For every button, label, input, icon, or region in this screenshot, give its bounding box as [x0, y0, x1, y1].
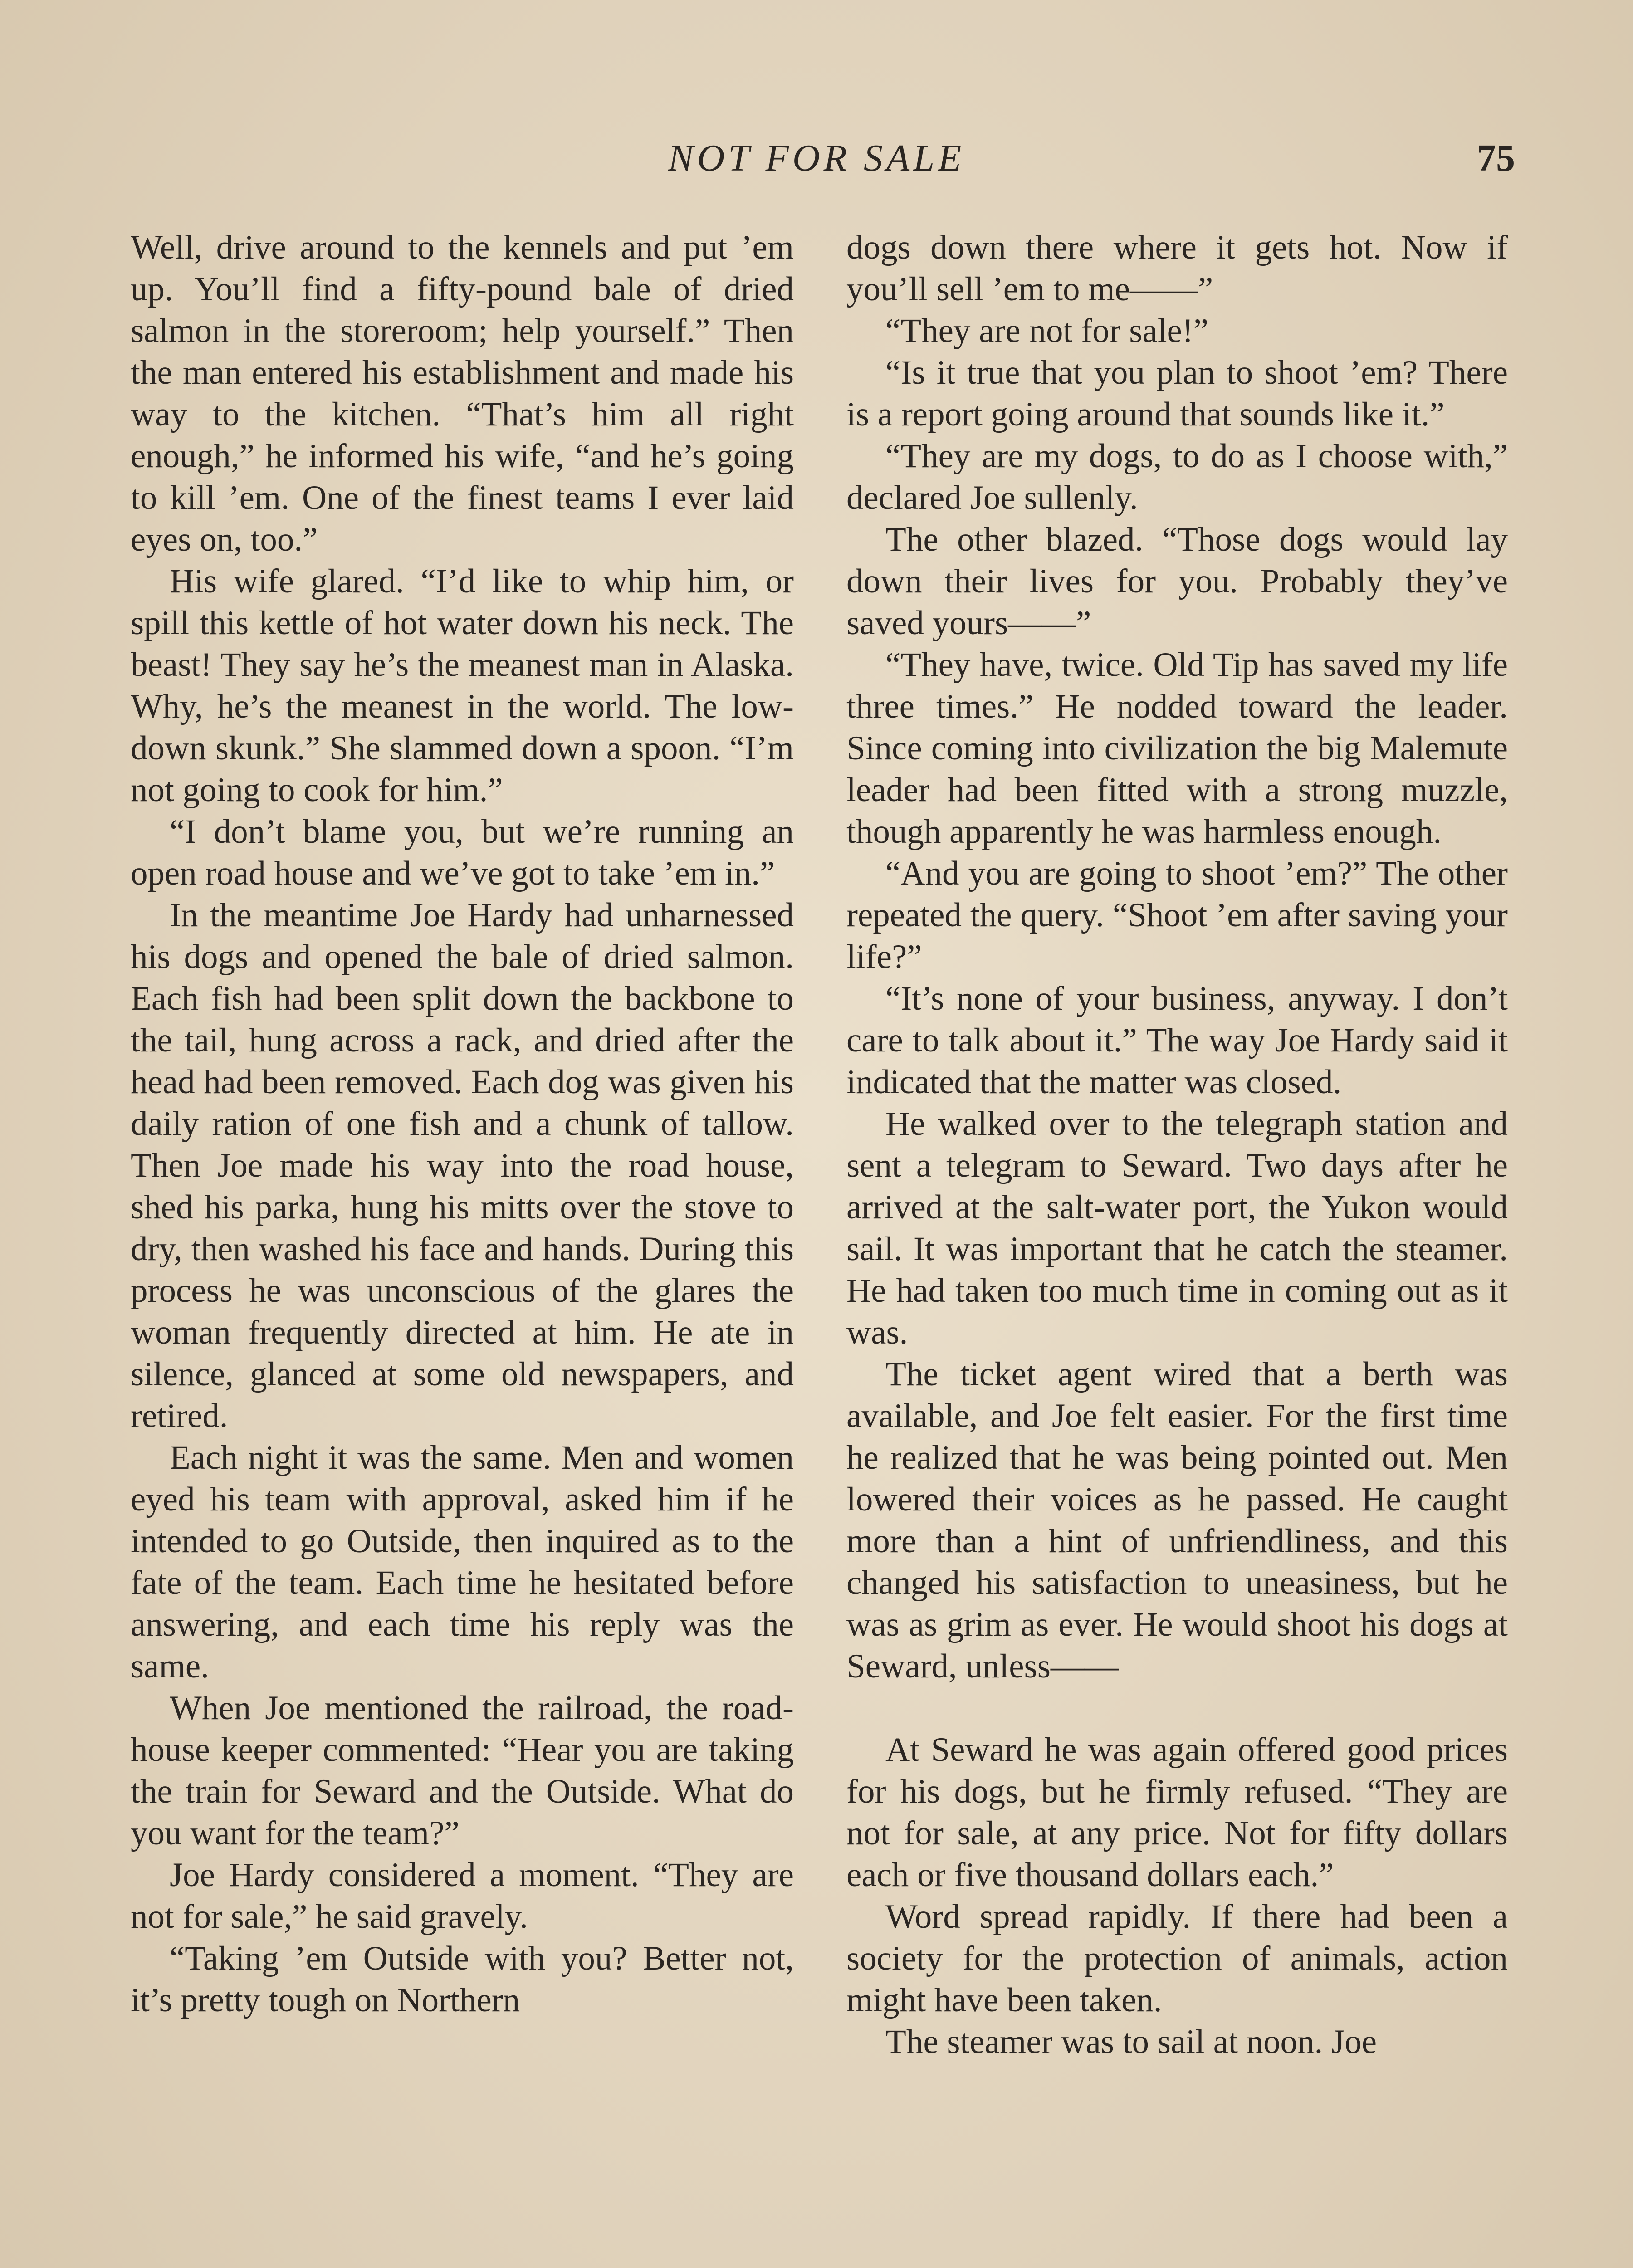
paragraph: “Is it true that you plan to shoot ’em? There is a report going around that sounds like it.” — [846, 354, 1508, 433]
paragraph: Word spread rapidly. If there had been a society for the protection of animals, action might have been taken. — [846, 1898, 1508, 2019]
paragraph: In the meantime Joe Hardy had unharnessed his dogs and opened the bale of dried salmon. Each fish had been split down the backbone to the tail, hung across a rack, and dried after the head had been removed. Each dog was given his daily ration of one fish and a chunk of tallow. Then Joe made his way into the road house, shed his parka, hung his mitts over the stove to dry, then washed his face and hands. During this process he was unconscious of the glares the woman frequently directed at him. He ate in silence, glanced at some old newspapers, and retired. — [131, 896, 794, 1435]
paragraph: The steamer was to sail at noon. Joe — [885, 2023, 1377, 2061]
paragraph: When Joe mentioned the railroad, the road-house keeper commented: “Hear you are taking the train for Seward and the Outside. What do you want for the team?” — [131, 1689, 794, 1852]
paragraph: “They are not for sale!” — [885, 312, 1209, 350]
paragraph: Each night it was the same. Men and women eyed his team with approval, asked him if he intended to go Outside, then inquired as to the fate of the team. Each time he hesitated before answering, and each time his reply was the same. — [131, 1439, 794, 1685]
left-column — [131, 227, 794, 2021]
paragraph: He walked over to the telegraph station and sent a telegram to Seward. Two days after he arrived at the salt-water port, the Yukon would sail. It was important that he catch the steamer. He had taken too much time in coming out as it was. — [846, 1105, 1508, 1351]
right-column — [846, 227, 1508, 2063]
paragraph: His wife glared. “I’d like to whip him, or spill this kettle of hot water down his neck. The beast! They say he’s the meanest man in Alaska. Why, he’s the meanest in the world. The low-down skunk.” She slammed down a spoon. “I’m not going to cook for him.” — [131, 562, 794, 809]
section-break — [846, 1687, 1508, 1729]
paragraph: dogs down there where it gets hot. Now if you’ll sell ’em to me——” — [846, 229, 1508, 308]
paragraph: “They are my dogs, to do as I choose with,” declared Joe sullenly. — [846, 437, 1508, 517]
paragraph: “They have, twice. Old Tip has saved my life three times.” He nodded toward the leader. Since coming into civilization the big Malemute leader had been fitted with a strong muzzle, though apparently he was harmless enough. — [846, 646, 1508, 850]
paragraph: “It’s none of your business, anyway. I don’t care to talk about it.” The way Joe Hardy said it indicated that the matter was closed. — [846, 980, 1508, 1101]
paragraph: Joe Hardy considered a moment. “They are not for sale,” he said gravely. — [131, 1856, 794, 1936]
paragraph: At Seward he was again offered good prices for his dogs, but he firmly refused. “They are not for sale, at any price. Not for fifty dollars each or five thousand dollars each.” — [846, 1731, 1508, 1894]
paragraph: The ticket agent wired that a berth was available, and Joe felt easier. For the first time he realized that he was being pointed out. Men lowered their voices as he passed. He caught more than a hint of unfriendliness, and this changed his satisfaction to uneasiness, but he was as grim as ever. He would shoot his dogs at Seward, unless—— — [846, 1355, 1508, 1685]
paragraph: Well, drive around to the kennels and put ’em up. You’ll find a fifty-pound bale of dried salmon in the storeroom; help yourself.” Then the man entered his establishment and made his way to the kitchen. “That’s him all right enough,” he informed his wife, “and he’s going to kill ’em. One of the finest teams I ever laid eyes on, too.” — [131, 229, 794, 558]
page-number: 75 — [1477, 137, 1515, 179]
paragraph: “Taking ’em Outside with you? Better not, it’s pretty tough on Northern — [131, 1940, 794, 2019]
paragraph: “I don’t blame you, but we’re running an open road house and we’ve got to take ’em in.” — [131, 813, 794, 892]
running-title: NOT FOR SALE — [668, 137, 965, 179]
paragraph: “And you are going to shoot ’em?” The other repeated the query. “Shoot ’em after saving your life?” — [846, 855, 1508, 976]
paragraph: The other blazed. “Those dogs would lay down their lives for you. Probably they’ve saved yours——” — [846, 521, 1508, 642]
